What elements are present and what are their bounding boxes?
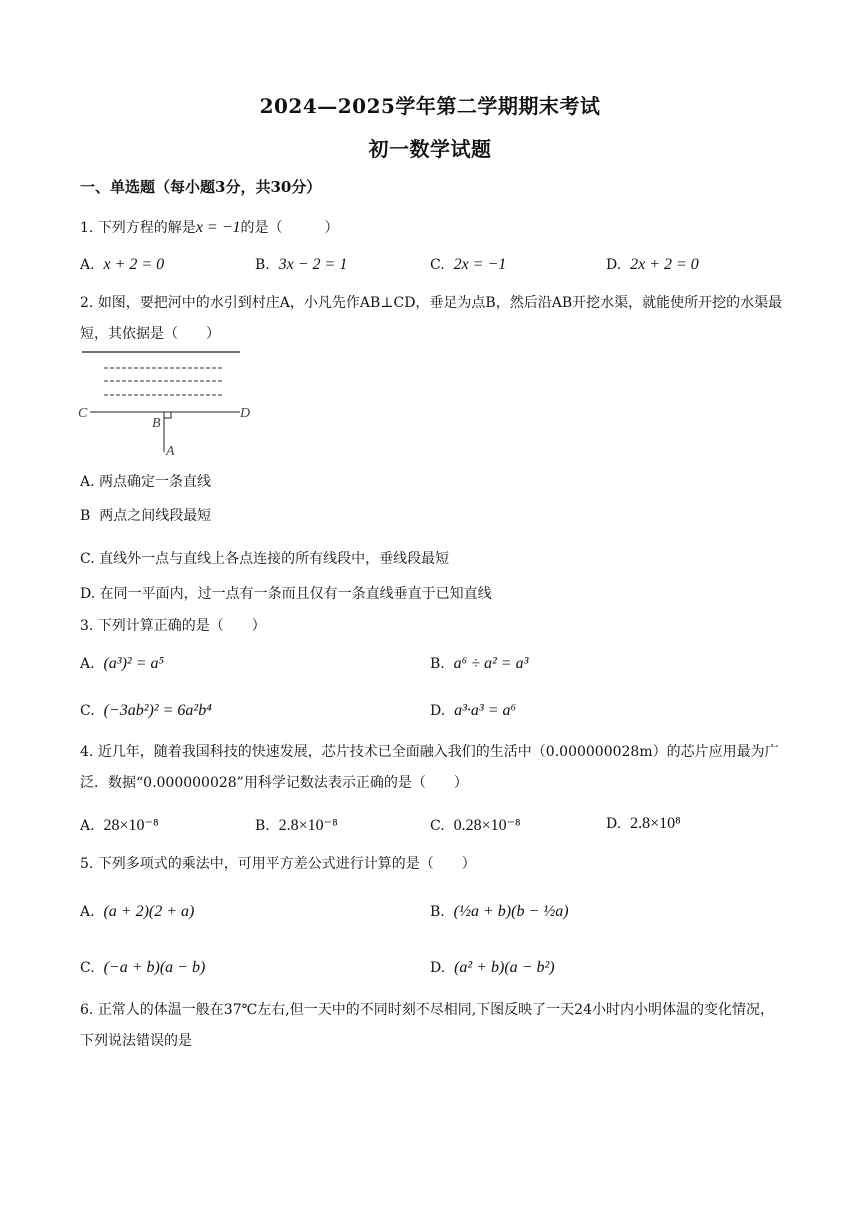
- question-number: 5.: [80, 856, 94, 872]
- question-number: 3.: [80, 618, 94, 634]
- q3-option-d[interactable]: D. a³·a³ = a⁶: [430, 702, 517, 719]
- q2-option-b[interactable]: B 两点之间线段最短: [80, 508, 212, 524]
- question-text-after: 的是（ ）: [240, 220, 339, 236]
- q5-option-a[interactable]: A. (a + 2)(2 + a): [80, 903, 195, 920]
- question-2: [80, 288, 785, 350]
- question-text: 下列计算正确的是（ ）: [97, 618, 266, 634]
- question-text: 下列多项式的乘法中，可用平方差公式进行计算的是（ ）: [97, 856, 476, 872]
- question-number: 6.: [80, 1002, 94, 1018]
- q1-option-c[interactable]: C. 2x = −1: [430, 256, 507, 273]
- q5-option-b[interactable]: B. (½a + b)(b − ½a): [430, 903, 569, 920]
- q4-option-c[interactable]: C. 0.28×10⁻⁸: [430, 817, 521, 834]
- q1-option-d[interactable]: D. 2x + 2 = 0: [606, 256, 699, 273]
- q2-option-a[interactable]: A. 两点确定一条直线: [80, 474, 212, 490]
- question-text: 近几年，随着我国科技的快速发展，芯片技术已全面融入我们的生活中（0.000000028m）的芯片应用最为广泛．数据“0.000000028”用科学记数法表示正确的是（ ）: [80, 744, 779, 791]
- question-text: 下列方程的解是: [97, 220, 196, 236]
- q2-option-c[interactable]: C. 直线外一点与直线上各点连接的所有线段中，垂线段最短: [80, 551, 450, 567]
- question-3: [80, 612, 785, 640]
- question-1: [80, 214, 785, 242]
- question-number: 1.: [80, 220, 94, 236]
- question-number: 2.: [80, 295, 94, 311]
- question-4: [80, 737, 785, 799]
- q3-option-a[interactable]: A. (a³)² = a⁵: [80, 655, 165, 672]
- q3-option-c[interactable]: C. (−3ab²)² = 6a²b⁴: [80, 702, 212, 719]
- section-heading: 一、单选题（每小题3分，共30分）: [80, 178, 322, 196]
- question-number: 4.: [80, 744, 94, 760]
- point-c-label: C: [78, 406, 88, 421]
- river-figure: [74, 346, 264, 462]
- q4-option-a[interactable]: A. 28×10⁻⁸: [80, 817, 159, 834]
- q3-option-b[interactable]: B. a⁶ ÷ a² = a³: [430, 655, 529, 672]
- question-5: [80, 850, 785, 878]
- q2-option-d[interactable]: D. 在同一平面内，过一点有一条而且仅有一条直线垂直于已知直线: [80, 586, 492, 602]
- point-d-label: D: [240, 406, 251, 421]
- exam-subtitle: 初一数学试题: [368, 137, 492, 161]
- q5-option-c[interactable]: C. (−a + b)(a − b): [80, 959, 206, 976]
- q4-option-b[interactable]: B. 2.8×10⁻⁸: [255, 817, 338, 834]
- q5-option-d[interactable]: D. (a² + b)(a − b²): [430, 959, 555, 976]
- question-text: 正常人的体温一般在37℃左右,但一天中的不同时刻不尽相同,下图反映了一天24小时内小明体温的变化情况，下列说法错误的是: [80, 1002, 775, 1049]
- point-a-label: A: [166, 444, 175, 459]
- exam-title: 2024—2025学年第二学期期末考试: [259, 94, 601, 118]
- question-text: 如图，要把河中的水引到村庄A，小凡先作AB⊥CD，垂足为点B，然后沿AB开挖水渠，就能使所开挖的水渠最短，其依据是（ ）: [80, 295, 783, 342]
- question-6: [80, 995, 785, 1057]
- question-math: x = −1: [195, 219, 241, 236]
- q1-option-b[interactable]: B. 3x − 2 = 1: [255, 256, 348, 273]
- point-b-label: B: [152, 416, 161, 431]
- q1-option-a[interactable]: A. x + 2 = 0: [80, 256, 165, 273]
- q4-option-d[interactable]: D. 2.8×10⁸: [606, 815, 681, 832]
